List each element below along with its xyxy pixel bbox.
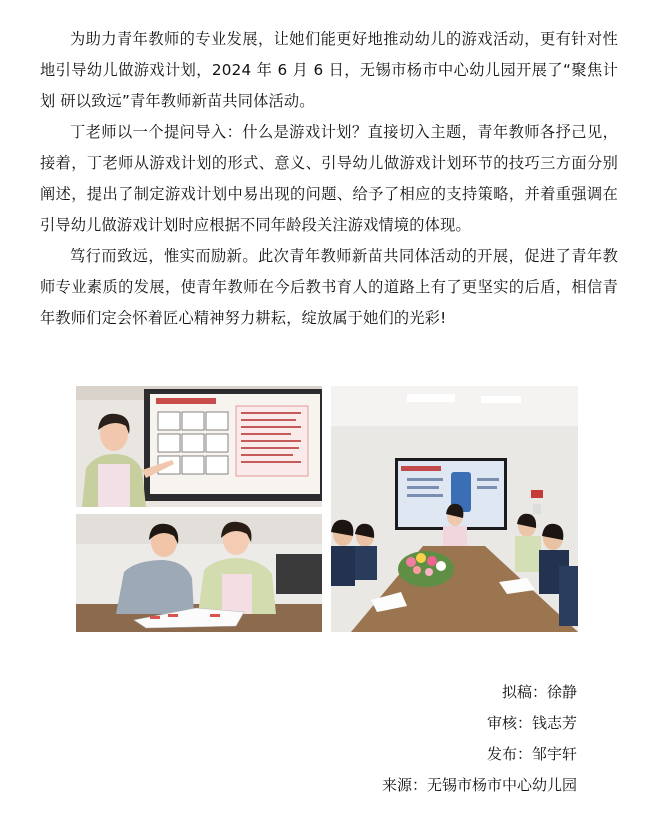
paragraph-2: 丁老师以一个提问导入：什么是游戏计划？直接切入主题，青年教师各抒己见，接着，丁老师从游戏计划的形式、意义、引导幼儿做游戏计划环节的技巧三方面分别阐述，提出了制定游戏计划中易出现的问题、给予了相应的支持策略，并着重强调在引导幼儿做游戏计划时应根据不同年龄段关注游戏情境的体现。 [40, 123, 618, 234]
draft-credit: 拟稿：徐静 [501, 683, 577, 701]
teacher-presenting-photo [76, 386, 322, 507]
source-credit: 来源：无锡市杨市中心幼儿园 [381, 776, 577, 794]
review-credit: 审核：钱志芳 [486, 714, 577, 732]
publish-credit: 发布：邹宇轩 [486, 745, 577, 763]
paragraph-3: 笃行而致远，惟实而励新。此次青年教师新苗共同体活动的开展，促进了青年教师专业素质的发展，使青年教师在今后教书育人的道路上有了更坚实的后盾，相信青年教师们定会怀着匠心精神努力耕耘，绽放属于她们的光彩! [40, 247, 618, 327]
teachers-reading-photo [76, 514, 322, 632]
meeting-room-photo [331, 386, 578, 632]
paragraph-1: 为助力青年教师的专业发展，让她们能更好地推动幼儿的游戏活动，更有针对性地引导幼儿做游戏计划，2024 年 6 月 6 日，无锡市杨市中心幼儿园开展了“聚焦计划 研以致远”青年教师新苗共同体活动。 [40, 30, 618, 110]
